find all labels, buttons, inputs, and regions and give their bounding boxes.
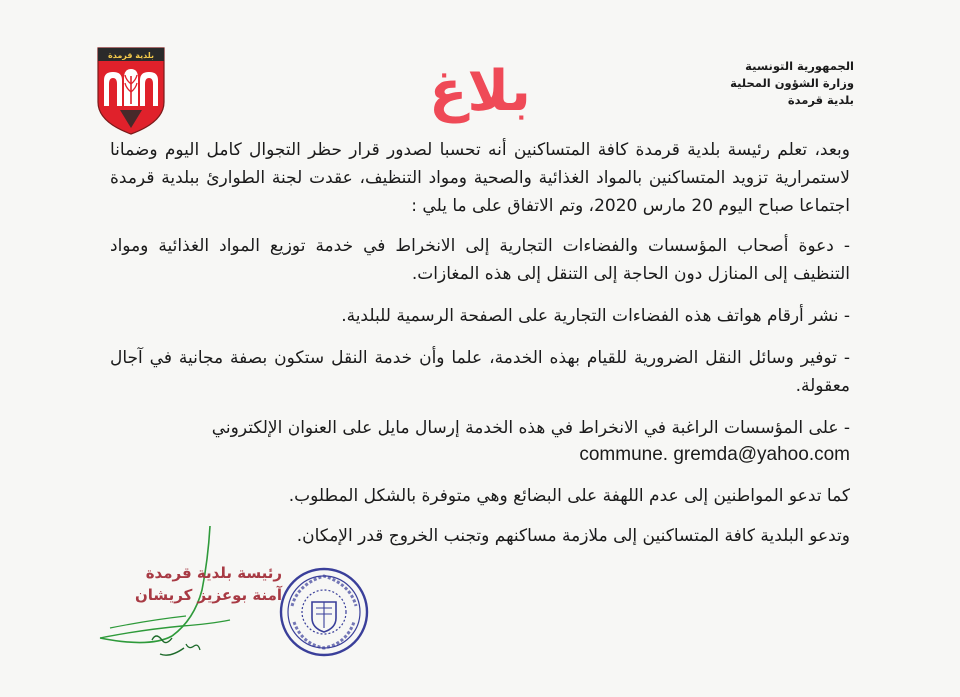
list-item: - نشر أرقام هواتف هذه الفضاءات التجارية على الصفحة الرسمية للبلدية. xyxy=(341,306,850,326)
contact-email[interactable]: commune. gremda@yahoo.com xyxy=(579,444,850,465)
municipality-name: بلدية قرمدة xyxy=(787,93,854,107)
issuer-header xyxy=(654,58,854,109)
logo-caption: بلدية قرمدة xyxy=(107,51,155,60)
country-name: الجمهورية التونسية xyxy=(745,59,854,73)
signatory-block xyxy=(112,562,282,606)
ministry-name: وزارة الشؤون المحلية xyxy=(730,76,854,90)
official-stamp-icon xyxy=(278,566,370,658)
closing-paragraph: وتدعو البلدية كافة المتساكنين إلى ملازمة مساكنهم وتجنب الخروج قدر الإمكان. xyxy=(296,526,850,546)
list-item: - توفير وسائل النقل الضرورية للقيام بهذه الخدمة، علما وأن خدمة النقل ستكون بصفة مجانية في آجال معقولة. xyxy=(110,348,850,396)
notice-body xyxy=(110,136,850,562)
intro-paragraph: وبعد، تعلم رئيسة بلدية قرمدة كافة المتساكنين أنه تحسبا لصدور قرار حظر التجوال كامل اليوم وضمانا لاستمرارية تزويد المتساكنين بالمواد الغذائية والصحية ومواد التنظيف، عقدت لجنة الطوارئ ببلدية قرمدة اجتماعا صباح اليوم 20 مارس 2020، وتم الاتفاق على ما يلي : xyxy=(110,140,850,216)
list-item: - دعوة أصحاب المؤسسات والفضاءات التجارية إلى الانخراط في خدمة توزيع المواد الغذائية ومواد التنظيف إلى المنازل دون الحاجة إلى التنقل إلى هذه المغازات. xyxy=(110,236,850,284)
signatory-name: آمنة بوعزيز كريشان xyxy=(134,586,282,604)
list-item: - على المؤسسات الراغبة في الانخراط في هذه الخدمة إرسال مايل على العنوان الإلكتروني xyxy=(211,418,850,438)
notice-title: بلاغ xyxy=(429,59,531,124)
closing-paragraph: كما تدعو المواطنين إلى عدم اللهفة على البضائع وهي متوفرة بالشكل المطلوب. xyxy=(288,486,850,506)
signatory-role: رئيسة بلدية قرمدة xyxy=(145,564,282,582)
municipality-logo xyxy=(94,44,168,136)
